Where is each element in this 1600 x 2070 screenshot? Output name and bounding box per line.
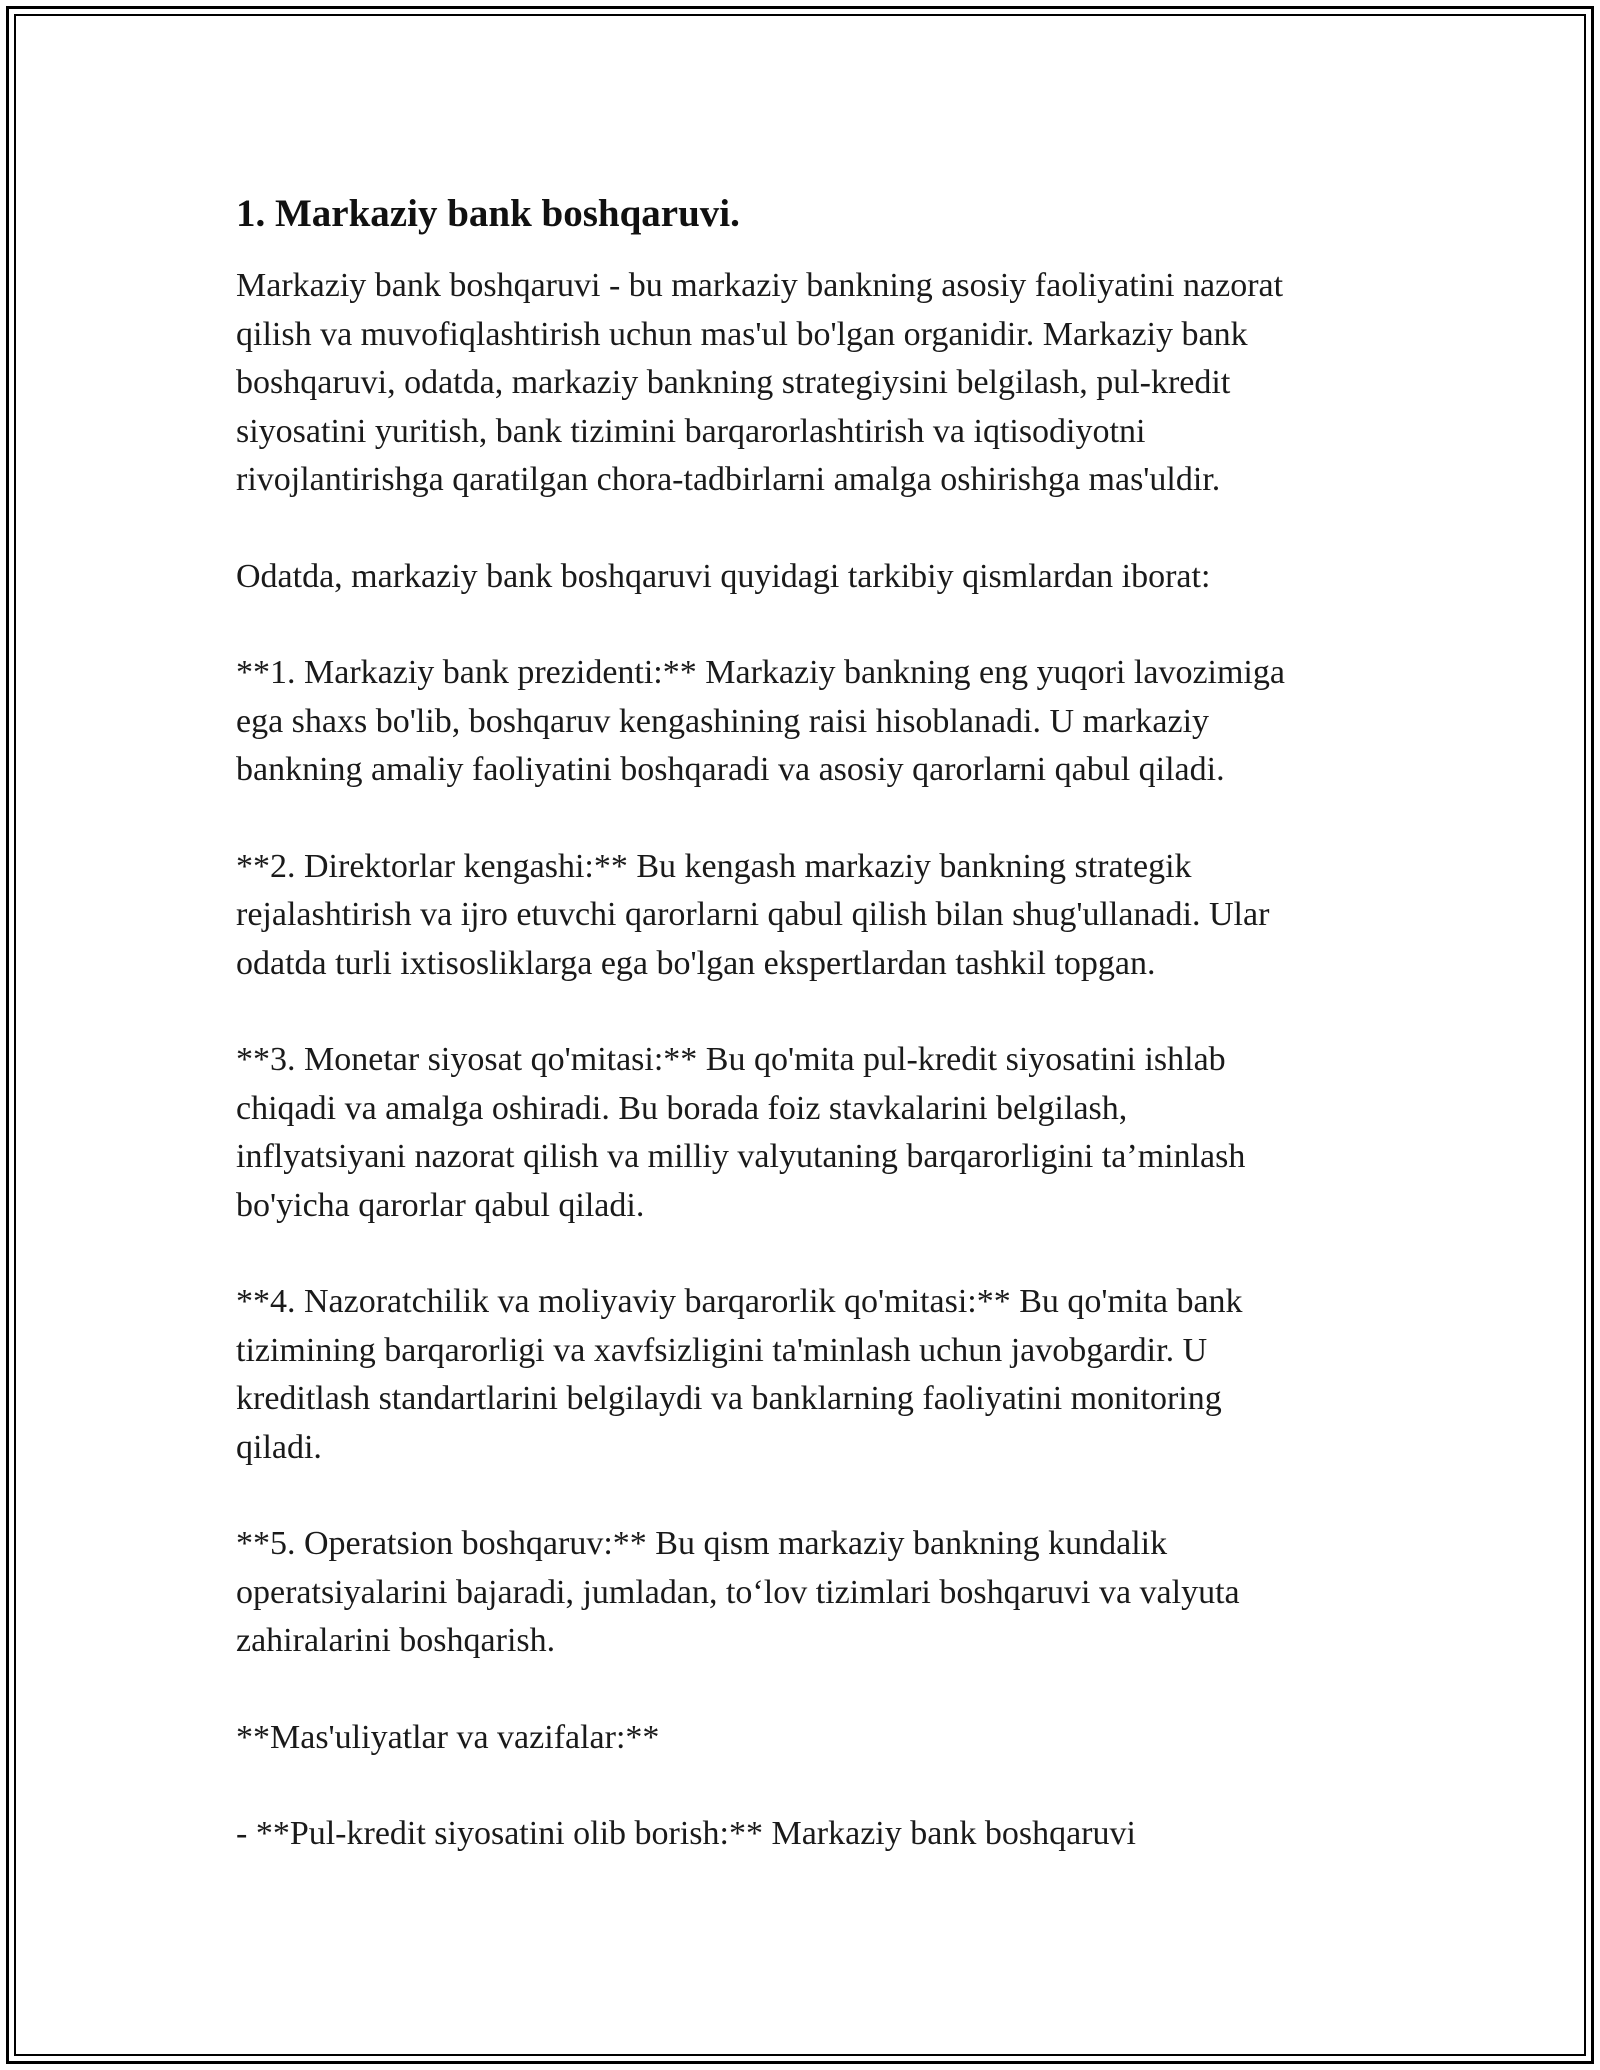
paragraph-line: **3. Monetar siyosat qo'mitasi:** Bu qo'mita pul-kredit siyosatini ishlab xyxy=(236,1041,1226,1078)
paragraph-line: kreditlash standartlarini belgilaydi va banklarning faoliyatini monitoring xyxy=(236,1380,1222,1417)
paragraph xyxy=(236,1714,1396,1763)
paragraph-line: **4. Nazoratchilik va moliyaviy barqarorlik qo'mitasi:** Bu qo'mita bank xyxy=(236,1283,1243,1320)
document-title: 1. Markaziy bank boshqaruvi. xyxy=(236,192,740,235)
paragraph-line: siyosatini yuritish, bank tizimini barqarorlashtirish va iqtisodiyotni xyxy=(236,412,1146,450)
paragraph-line: operatsiyalarini bajaradi, jumladan, to‘lov tizimlari boshqaruvi va valyuta xyxy=(236,1573,1240,1611)
paragraph-line: tizimining barqarorligi va xavfsizligini ta'minlash uchun javobgardir. U xyxy=(236,1331,1208,1369)
paragraph-line: **Mas'uliyatlar va vazifalar:** xyxy=(236,1718,660,1756)
paragraph xyxy=(236,1810,1396,1859)
paragraph xyxy=(236,649,1396,795)
paragraph-line: Markaziy bank boshqaruvi - bu markaziy bankning asosiy faoliyatini nazorat xyxy=(236,267,1284,304)
paragraph-line: zahiralarini boshqarish. xyxy=(236,1622,556,1659)
paragraph xyxy=(236,262,1396,505)
paragraph xyxy=(236,1278,1396,1472)
paragraph-line: rivojlantirishga qaratilgan chora-tadbirlarni amalga oshirishga mas'uldir. xyxy=(236,461,1221,498)
paragraph-line: odatda turli ixtisosliklarga ega bo'lgan ekspertlardan tashkil topgan. xyxy=(236,944,1156,982)
paragraph xyxy=(236,553,1396,602)
document-body xyxy=(236,188,1396,1907)
paragraph xyxy=(236,1036,1396,1230)
paragraph-line: **1. Markaziy bank prezidenti:** Markaziy bankning eng yuqori lavozimiga xyxy=(236,654,1285,691)
paragraph-line: boshqaruvi, odatda, markaziy bankning strategiysini belgilash, pul-kredit xyxy=(236,364,1231,401)
paragraph-line: **2. Direktorlar kengashi:** Bu kengash markaziy bankning strategik xyxy=(236,847,1192,885)
paragraph-line: Odatda, markaziy bank boshqaruvi quyidagi tarkibiy qismlardan iborat: xyxy=(236,557,1211,595)
paragraph-list xyxy=(236,262,1396,1859)
paragraph-line: qilish va muvofiqlashtirish uchun mas'ul bo'lgan organidir. Markaziy bank xyxy=(236,315,1248,353)
paragraph-line: bo'yicha qarorlar qabul qiladi. xyxy=(236,1186,645,1224)
paragraph-line: chiqadi va amalga oshiradi. Bu borada foiz stavkalarini belgilash, xyxy=(236,1089,1128,1127)
paragraph-line: - **Pul-kredit siyosatini olib borish:** Markaziy bank boshqaruvi xyxy=(236,1815,1136,1852)
paragraph-line: bankning amaliy faoliyatini boshqaradi va asosiy qarorlarni qabul qiladi. xyxy=(236,751,1225,788)
paragraph xyxy=(236,843,1396,989)
paragraph-line: rejalashtirish va ijro etuvchi qarorlarni qabul qilish bilan shug'ullanadi. Ular xyxy=(236,896,1270,933)
paragraph-line: inflyatsiyani nazorat qilish va milliy valyutaning barqarorligini ta’minlash xyxy=(236,1138,1246,1175)
paragraph xyxy=(236,1520,1396,1666)
paragraph-line: **5. Operatsion boshqaruv:** Bu qism markaziy bankning kundalik xyxy=(236,1525,1168,1562)
paragraph-line: qiladi. xyxy=(236,1428,322,1466)
paragraph-line: ega shaxs bo'lib, boshqaruv kengashining raisi hisoblanadi. U markaziy xyxy=(236,702,1210,740)
